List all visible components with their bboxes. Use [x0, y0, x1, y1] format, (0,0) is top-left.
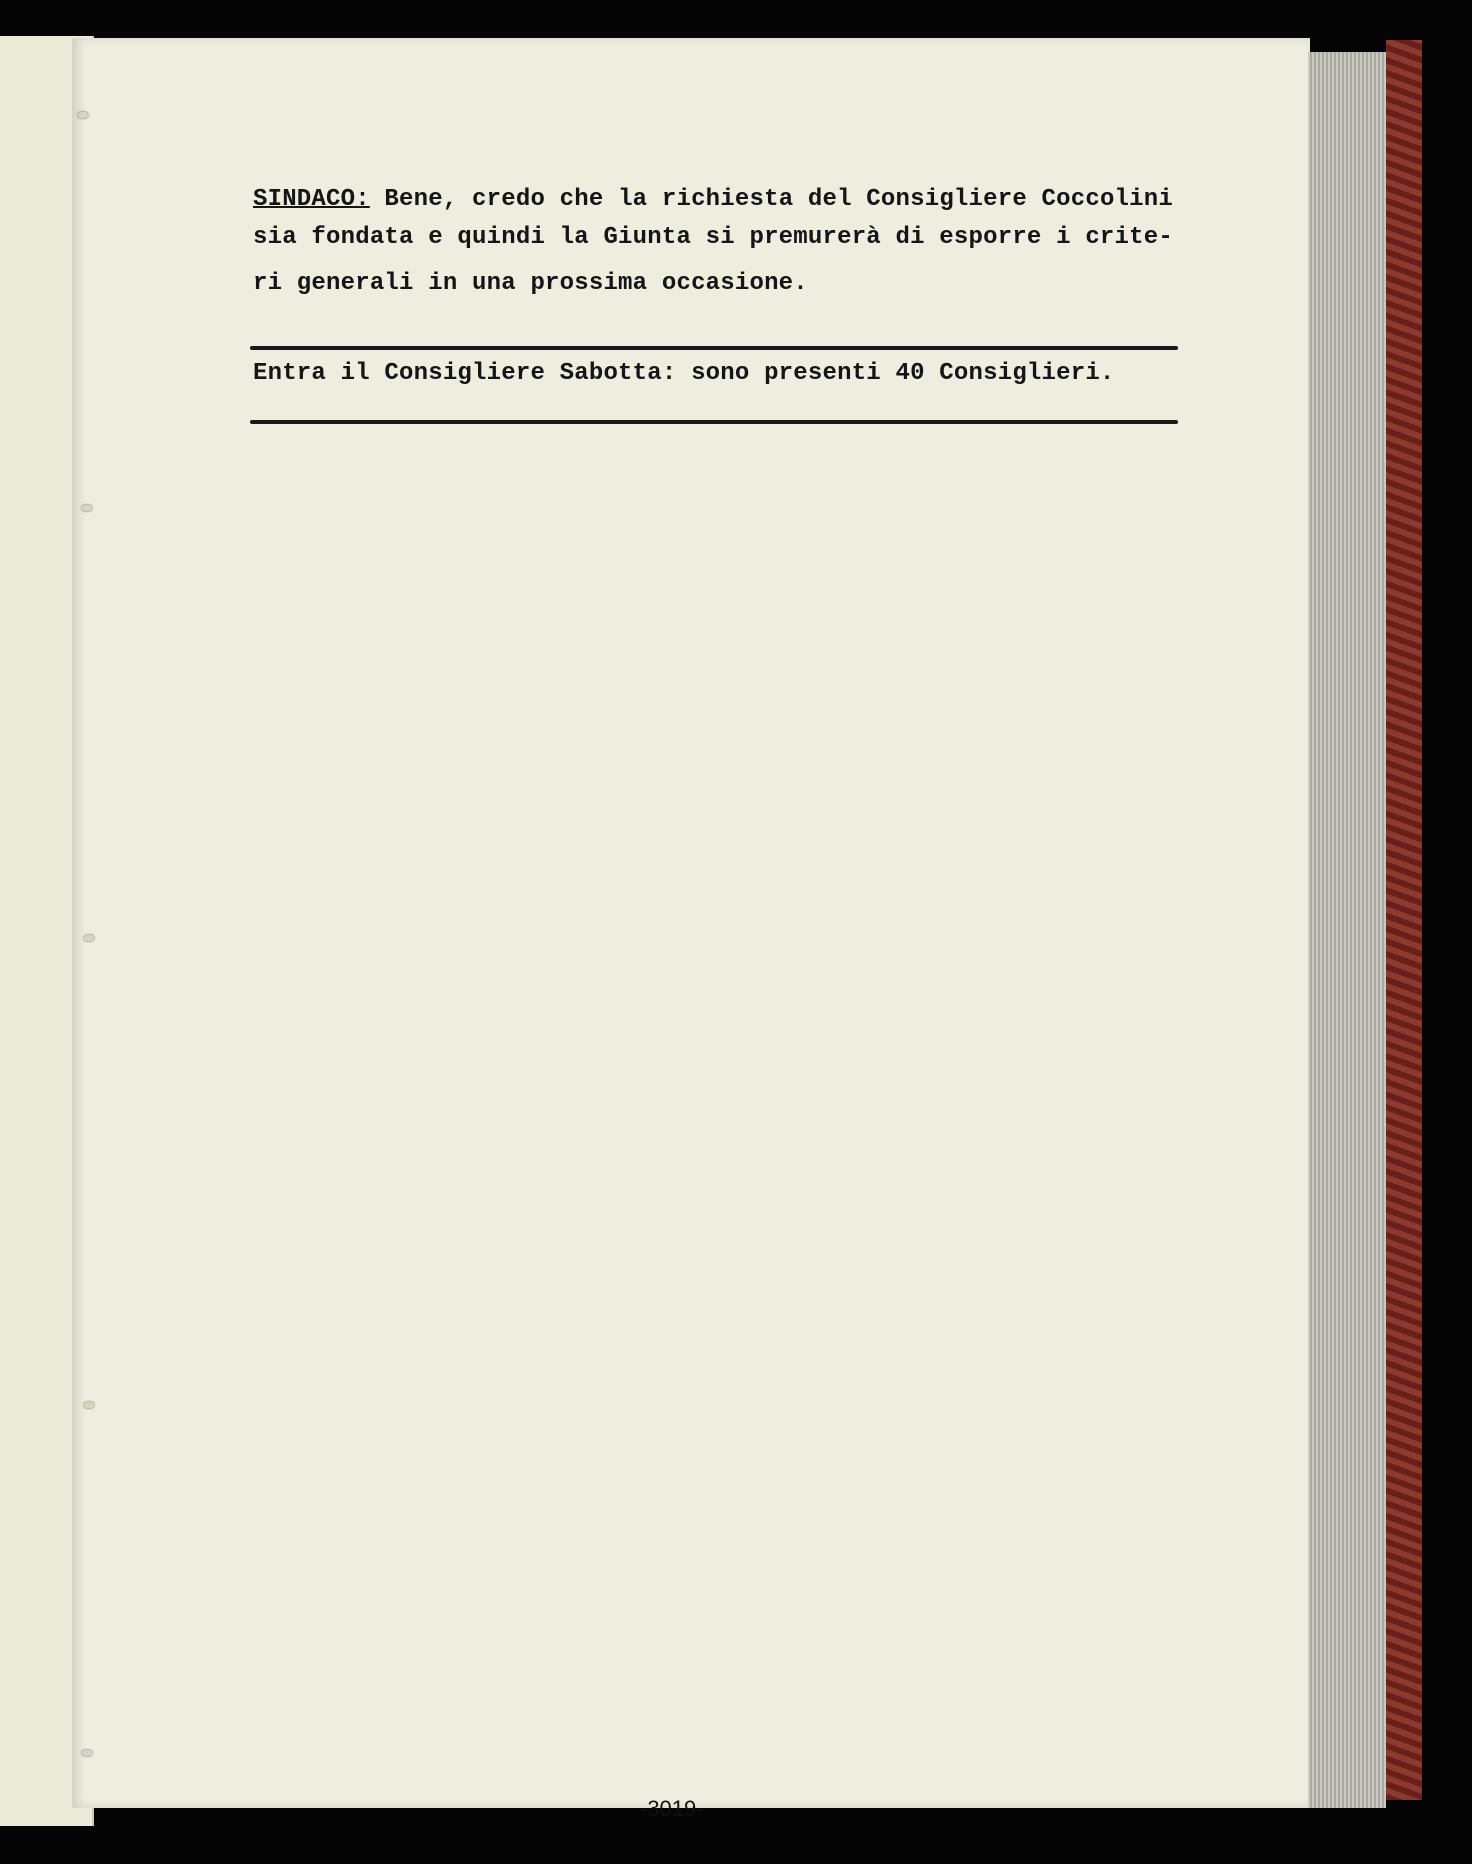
punch-hole — [84, 935, 94, 941]
speaker-label: SINDACO: — [253, 186, 370, 213]
divider-rule — [250, 420, 1178, 424]
speech-line-2: sia fondata e quindi la Giunta si premurerà di esporre i crite- — [253, 224, 1173, 251]
punch-hole — [82, 1750, 92, 1756]
page-number: -3019- — [640, 1796, 704, 1821]
divider-rule — [250, 346, 1178, 350]
book-binding — [1386, 40, 1422, 1800]
punch-hole — [78, 112, 88, 118]
speech-line-1: SINDACO: Bene, credo che la richiesta del Consigliere Coccolini — [253, 186, 1173, 213]
document-page — [72, 38, 1310, 1808]
punch-hole — [84, 1402, 94, 1408]
page-stack-edge — [1308, 52, 1386, 1808]
attendance-notice: Entra il Consigliere Sabotta: sono presenti 40 Consiglieri. — [253, 360, 1115, 387]
speech-line-3: ri generali in una prossima occasione. — [253, 270, 808, 297]
punch-hole — [82, 505, 92, 511]
